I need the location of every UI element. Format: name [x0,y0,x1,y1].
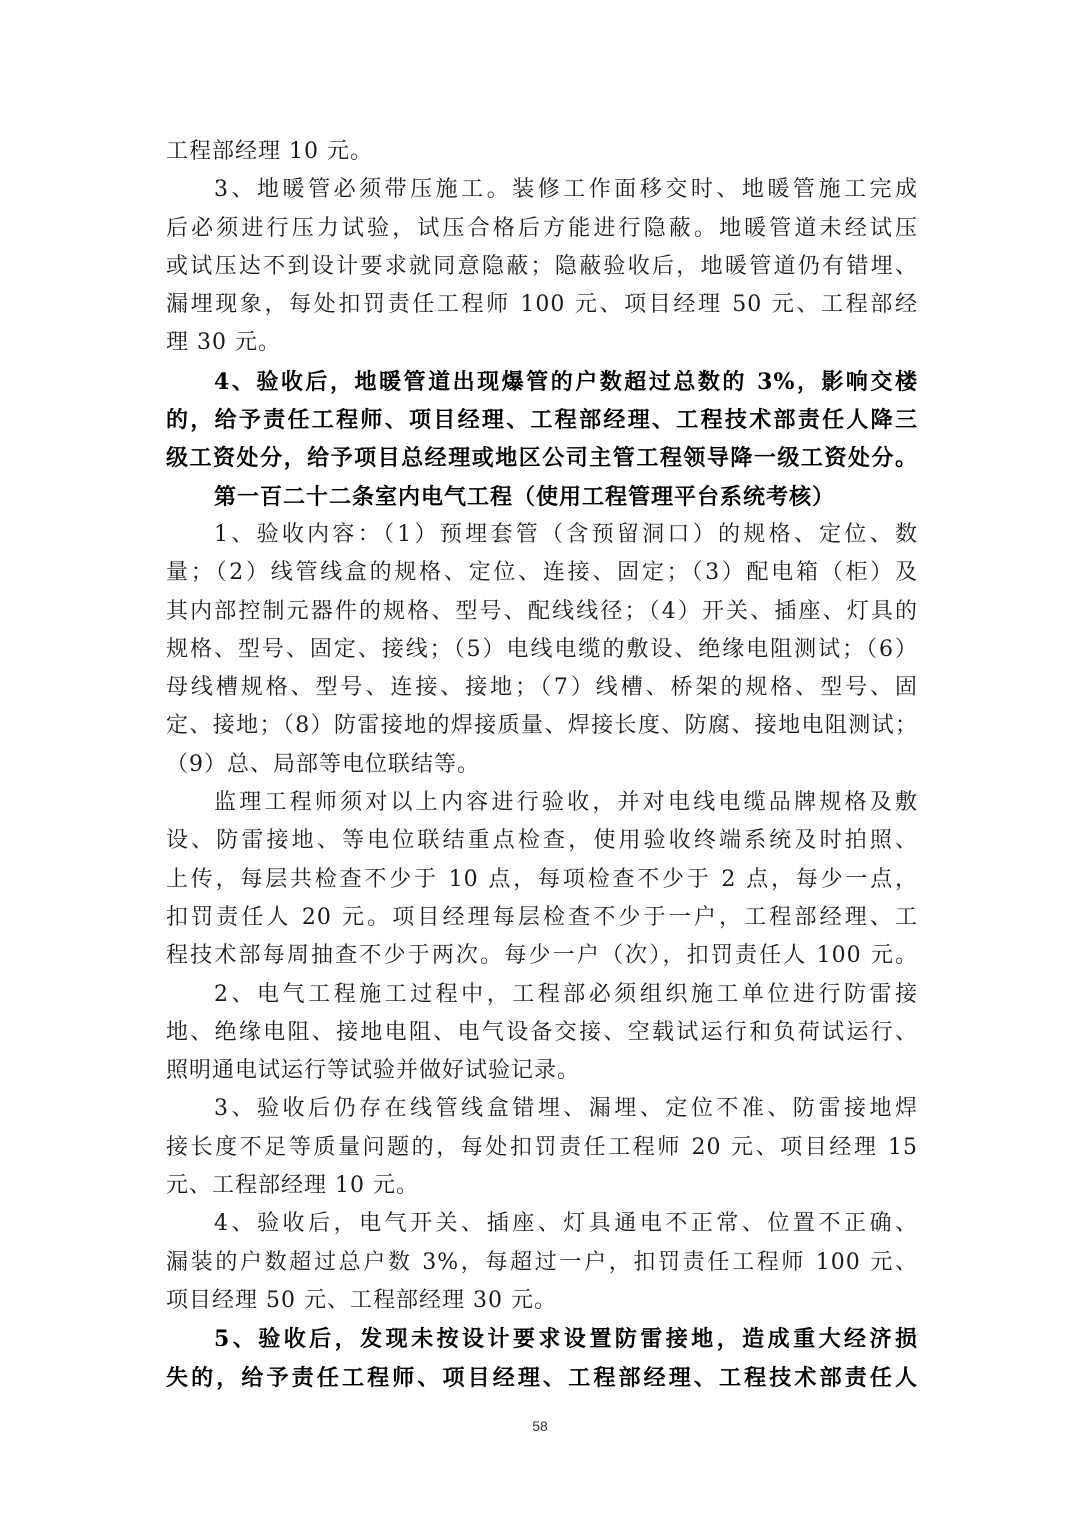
text-line: 扣罚责任人 20 元。项目经理每层检查不少于一户，工程部经理、工 [166,904,918,930]
text-line: 失的，给予责任工程师、项目经理、工程部经理、工程技术部责任人 [166,1364,918,1391]
text-line: 4、验收后，电气开关、插座、灯具通电不正常、位置不正确、 [214,1211,918,1237]
text-line: 后必须进行压力试验，试压合格后方能进行隐蔽。地暖管道未经试压 [166,215,918,241]
text-line: 程技术部每周抽查不少于两次。每少一户（次），扣罚责任人 100 元。 [166,943,918,969]
text-line: 3、验收后仍存在线管线盒错埋、漏埋、定位不准、防雷接地焊 [214,1096,918,1122]
text-line: 漏埋现象，每处扣罚责任工程师 100 元、项目经理 50 元、工程部经 [166,292,918,318]
text-line: 量；（2）线管线盒的规格、定位、连接、固定；（3）配电箱（柜）及 [166,560,918,586]
body-text [166,133,918,1397]
text-line: 接长度不足等质量问题的，每处扣罚责任工程师 20 元、项目经理 15 [166,1134,918,1160]
text-line: 照明通电试运行等试验并做好试验记录。 [166,1058,581,1084]
text-line: （9）总、局部等电位联结等。 [166,751,480,777]
text-line: 项目经理 50 元、工程部经理 30 元。 [166,1287,557,1313]
text-line: 2、电气工程施工过程中，工程部必须组织施工单位进行防雷接 [214,981,918,1007]
text-line: 漏装的户数超过总户数 3%，每超过一户，扣罚责任工程师 100 元、 [166,1249,918,1275]
text-line: 监理工程师须对以上内容进行验收，并对电线电缆品牌规格及敷 [214,790,918,816]
text-line: 工程部经理 10 元。 [166,139,373,164]
text-line: 地、绝缘电阻、接地电阻、电气设备交接、空载试运行和负荷试运行、 [166,1019,918,1045]
text-line: 理 30 元。 [166,330,281,356]
text-line: 其内部控制元器件的规格、型号、配线线径；（4）开关、插座、灯具的 [166,598,918,624]
text-line: 元、工程部经理 10 元。 [166,1173,419,1199]
page-number: 58 [532,1418,548,1434]
text-line: 或试压达不到设计要求就同意隐蔽；隐蔽验收后，地暖管道仍有错埋、 [166,253,918,279]
text-line: 定、接地；（8）防雷接地的焊接质量、焊接长度、防腐、接地电阻测试； [166,713,918,739]
text-line: 母线槽规格、型号、连接、接地；（7）线槽、桥架的规格、型号、固 [166,675,918,701]
text-line: 的，给予责任工程师、项目经理、工程部经理、工程技术部责任人降三 [166,407,918,434]
text-line: 上传，每层共检查不少于 10 点，每项检查不少于 2 点，每少一点， [166,866,918,892]
text-line: 4、验收后，地暖管道出现爆管的户数超过总数的 3%，影响交楼 [214,368,918,395]
text-line: 3、地暖管必须带压施工。装修工作面移交时、地暖管施工完成 [214,177,918,203]
text-line: 规格、型号、固定、接线；（5）电线电缆的敷设、绝缘电阻测试；（6） [166,636,918,662]
text-line: 设、防雷接地、等电位联结重点检查，使用验收终端系统及时拍照、 [166,828,918,854]
text-line: 第一百二十二条室内电气工程（使用工程管理平台系统考核） [214,483,836,510]
text-line: 5、验收后，发现未按设计要求设置防雷接地，造成重大经济损 [214,1326,918,1353]
text-line: 级工资处分，给予项目总经理或地区公司主管工程领导降一级工资处分。 [166,445,918,472]
text-line: 1、验收内容：（1）预埋套管（含预留洞口）的规格、定位、数 [214,521,918,547]
